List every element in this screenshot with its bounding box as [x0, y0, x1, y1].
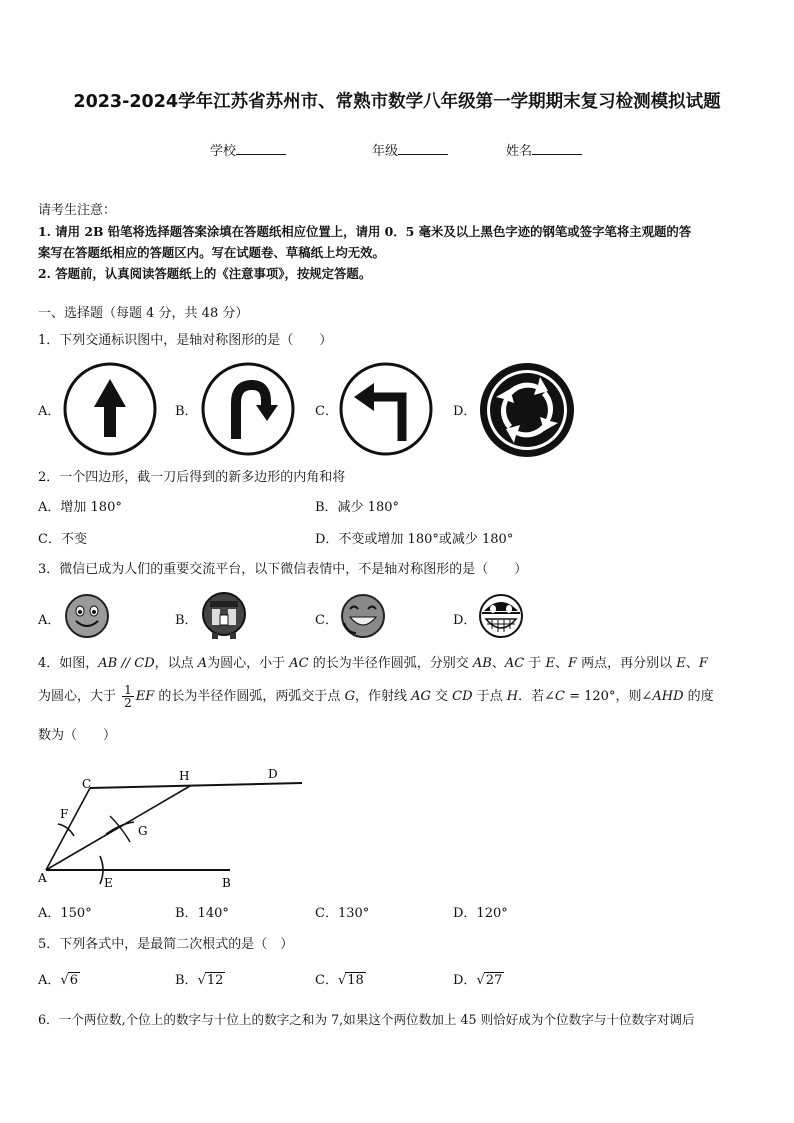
crying-emoji-icon[interactable]: [200, 591, 248, 641]
name-blank[interactable]: [532, 142, 582, 155]
q5-option-a[interactable]: A．√6: [38, 973, 78, 988]
school-blank[interactable]: [236, 142, 286, 155]
u-turn-sign-icon[interactable]: [200, 361, 296, 457]
label-c: C: [82, 777, 92, 791]
left-turn-sign-icon[interactable]: [338, 361, 434, 457]
sqrt-12: √12: [197, 973, 224, 988]
grade-field[interactable]: [372, 140, 448, 159]
label-g: G: [138, 824, 148, 838]
q4-line-3: 数为（ ）: [38, 728, 117, 743]
label-f: F: [60, 807, 69, 821]
q6-stem: 6．一个两位数,个位上的数字与十位上的数字之和为 7,如果这个两位数加上 45 则恰好成为个位数字与十位数字对调后: [38, 1012, 695, 1027]
name-field[interactable]: [506, 140, 582, 159]
q4-option-b[interactable]: B．140°: [175, 906, 229, 921]
q2-option-d[interactable]: D．不变或增加 180°或减少 180°: [315, 532, 514, 547]
page-title: 2023-2024学年江苏省苏州市、常熟市数学八年级第一学期期末复习检测模拟试题: [73, 92, 721, 112]
q5-stem: 5．下列各式中，是最简二次根式的是（ ）: [38, 937, 294, 952]
q2-option-c[interactable]: C．不变: [38, 532, 87, 547]
q1-label-b: B．: [175, 404, 198, 419]
label-b: B: [222, 876, 231, 890]
q3-label-c: C．: [315, 613, 338, 628]
school-field[interactable]: [210, 140, 286, 159]
q3-stem: 3．微信已成为人们的重要交流平台，以下微信表情中，不是轴对称图形的是（ ）: [38, 562, 528, 577]
line-cd: [90, 783, 302, 788]
q3-label-b: B．: [175, 613, 198, 628]
notice-line-2: 2. 答题前，认真阅读答题纸上的《注意事项》，按规定答题。: [38, 266, 372, 281]
label-e: E: [104, 876, 113, 890]
q3-label-d: D．: [453, 613, 477, 628]
notice-line-1: 1. 请用 2B 铅笔将选择题答案涂填在答题纸相应位置上，请用 0．5 毫米及以上黑色字迹的钢笔或签字笔将主观题的答: [38, 224, 692, 239]
laughing-emoji-icon[interactable]: [340, 593, 386, 639]
q1-label-c: C．: [315, 404, 338, 419]
notice-line-1b: 案写在答题纸相应的答题区内。写在试题卷、草稿纸上均无效。: [38, 245, 385, 260]
label-h: H: [179, 769, 190, 783]
grade-label: 年级: [372, 144, 399, 159]
grin-emoji-icon[interactable]: [478, 593, 524, 639]
q3-label-a: A．: [38, 613, 61, 628]
q4-line-2: 为圆心，大于 $\frac{1}{2}$ EF 的长为半径作圆弧，两弧交于点 G，作射线 AG 交 CD 于点 H．若∠C = 120°，则∠AHD 的度: [38, 683, 714, 710]
q5-option-d[interactable]: D．√27: [453, 973, 503, 988]
q1-stem: 1．下列交通标识图中，是轴对称图形的是（ ）: [38, 333, 333, 348]
q4-line-1: 4．如图，AB // CD，以点 A为圆心，小于 AC 的长为半径作圆弧，分别交 AB、AC 于 E、F 两点，再分别以 E、F: [38, 656, 708, 671]
q2-option-b[interactable]: B．减少 180°: [315, 500, 399, 515]
grade-blank[interactable]: [398, 142, 448, 155]
q2-stem: 2．一个四边形，截一刀后得到的新多边形的内角和将: [38, 470, 346, 485]
q4-option-d[interactable]: D．120°: [453, 906, 508, 921]
fraction-half: $\frac{1}{2}$: [124, 683, 132, 710]
q1-label-a: A．: [38, 404, 61, 419]
q5-option-c[interactable]: C．√18: [315, 973, 364, 988]
school-label: 学校: [210, 144, 237, 159]
sqrt-18: √18: [337, 973, 364, 988]
q1-label-d: D．: [453, 404, 477, 419]
q4-option-c[interactable]: C．130°: [315, 906, 370, 921]
q5-option-b[interactable]: B．√12: [175, 973, 224, 988]
notice-heading: 请考生注意：: [38, 203, 117, 218]
roundabout-sign-icon[interactable]: [478, 361, 576, 459]
q4-option-a[interactable]: A．150°: [38, 906, 92, 921]
q4-geometry-figure: [30, 760, 320, 895]
sqrt-6: √6: [60, 973, 78, 988]
q2-option-a[interactable]: A．增加 180°: [38, 500, 122, 515]
smile-emoji-icon[interactable]: [64, 593, 110, 639]
name-label: 姓名: [506, 144, 533, 159]
up-arrow-sign-icon[interactable]: [62, 361, 158, 457]
section-heading: 一、选择题（每题 4 分，共 48 分）: [38, 306, 249, 321]
label-d: D: [268, 767, 278, 781]
sqrt-27: √27: [476, 973, 503, 988]
label-a: A: [38, 871, 47, 885]
